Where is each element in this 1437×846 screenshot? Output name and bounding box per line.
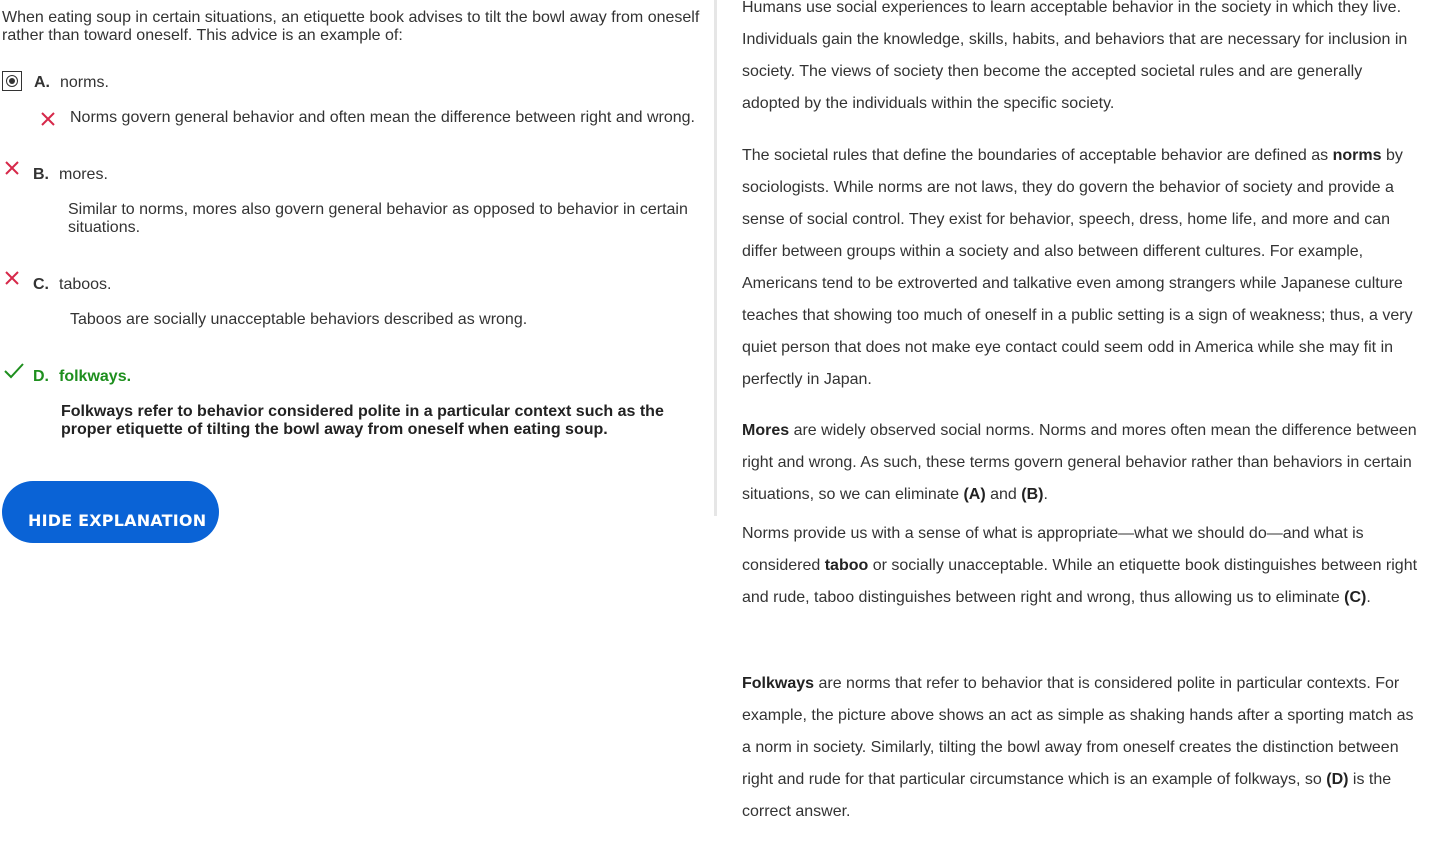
explanation-paragraph-5: Folkways are norms that refer to behavior that is considered polite in particular contexts. For example, the picture above shows an act as simple as shaking hands after a sporting match as a norm in society. Similarly, tilting the bowl away from oneself creates the distinction between right and rude for that particular circumstance which is an example of folkways, so (D) is the correct answer. xyxy=(742,675,1414,820)
option-b-letter: B. xyxy=(33,166,49,183)
x-mark-icon xyxy=(40,111,56,127)
explanation-paragraph-4: Norms provide us with a sense of what is appropriate—what we should do—and what is considered taboo or socially unacceptable. While an etiquette book distinguishes between right and rude, taboo distinguishes between right and wrong, thus allowing us to eliminate (C). xyxy=(742,525,1418,606)
option-d-letter: D. xyxy=(33,368,49,385)
panel-divider xyxy=(714,0,717,516)
option-c-text: taboos. xyxy=(59,276,112,293)
radio-selected-icon[interactable] xyxy=(2,71,22,91)
option-a-letter: A. xyxy=(34,74,50,91)
explanation-paragraph-2: The societal rules that define the boundaries of acceptable behavior are defined as norms by sociologists. While norms are not laws, they do govern the behavior of society and provide a sense of social control. They exist for behavior, speech, dress, home life, and more and can differ between groups within a society and also between different cultures. For example, Americans tend to be extroverted and talkative even among strangers while Japanese culture teaches that showing too much of oneself in a public setting is a sign of weakness; thus, a very quiet person that does not make eye contact could seem odd in America while she may fit in perfectly in Japan. xyxy=(742,147,1413,388)
option-b[interactable] xyxy=(0,162,705,188)
explanation-paragraph-1: Humans use social experiences to learn acceptable behavior in the society in which they live. Individuals gain the knowledge, skills, habits, and behaviors that are necessary for inclusion in society. The views of society then become the accepted societal rules and are generally adopted by the individuals within the specific society. xyxy=(742,0,1408,112)
term-taboo: taboo xyxy=(824,557,869,574)
question-text: When eating soup in certain situations, an etiquette book advises to tilt the bowl away from oneself rather than toward oneself. This advice is an example of: xyxy=(2,9,700,44)
option-c-letter: C. xyxy=(33,276,49,293)
option-c[interactable] xyxy=(0,272,705,298)
option-d[interactable] xyxy=(0,364,705,390)
option-b-text: mores. xyxy=(59,166,108,183)
hide-explanation-button[interactable]: HIDE EXPLANATION xyxy=(2,481,219,543)
option-d-text: folkways. xyxy=(59,368,132,385)
explanation-paragraph-3: Mores are widely observed social norms. Norms and mores often mean the difference between right and wrong. As such, these terms govern general behavior rather than behaviors in certain situations, so we can eliminate (A) and (B). xyxy=(742,422,1417,503)
term-mores: Mores xyxy=(742,422,790,439)
term-norms: norms xyxy=(1332,147,1382,164)
option-d-explanation: Folkways refer to behavior considered polite in a particular context such as the proper etiquette of tilting the bowl away from oneself when eating soup. xyxy=(61,403,664,438)
term-folkways: Folkways xyxy=(742,675,815,692)
question-panel xyxy=(0,0,714,530)
option-a-text: norms. xyxy=(60,74,109,91)
option-a[interactable] xyxy=(0,70,705,96)
option-a-explanation: Norms govern general behavior and often mean the difference between right and wrong. xyxy=(70,109,695,126)
option-c-explanation: Taboos are socially unacceptable behaviors described as wrong. xyxy=(70,311,528,328)
option-b-explanation: Similar to norms, mores also govern general behavior as opposed to behavior in certain situations. xyxy=(68,201,688,236)
